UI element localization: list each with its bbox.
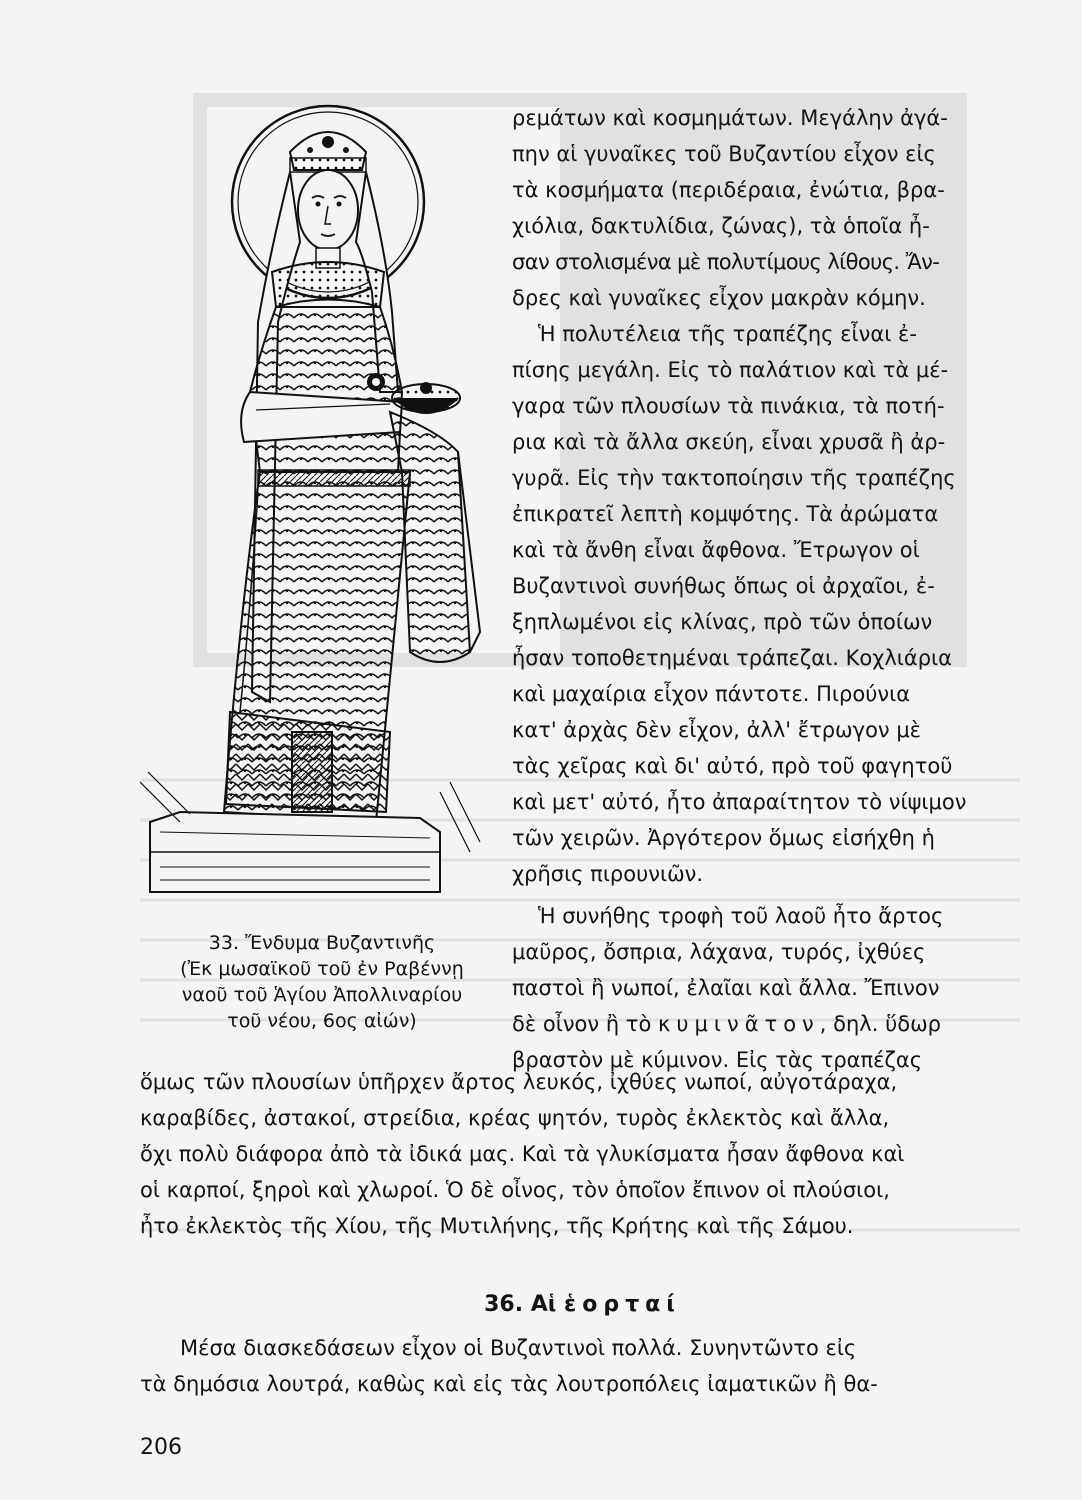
text-line: πίσης μεγάλη. Εἰς τὸ παλάτιον καὶ τὰ μέ-: [512, 358, 949, 382]
text-line: ὅμως τῶν πλουσίων ὑπῆρχεν ἄρτος λευκός, ἰχθύες νωποί, αὐγοτάραχα,: [140, 1070, 898, 1094]
byzantine-empress-illustration: [140, 92, 505, 912]
text-line: Ἡ συνήθης τροφὴ τοῦ λαοῦ ἦτο ἄρτος: [538, 904, 944, 928]
figure-caption: [132, 930, 512, 1034]
text-line: ρεμάτων καὶ κοσμημάτων. Μεγάλην ἀγά-: [512, 106, 948, 130]
text-line: παστοὶ ἢ νωποί, ἐλαῖαι καὶ ἄλλα. Ἔπινον: [512, 976, 940, 1000]
text-line: ὄχι πολὺ διάφορα ἀπὸ τὰ ἰδικά μας. Καὶ τὰ γλυκίσματα ἦσαν ἄφθονα καὶ: [140, 1142, 905, 1166]
text-line: οἱ καρποί, ξηροὶ καὶ χλωροί. Ὁ δὲ οἶνος, τὸν ὁποῖον ἔπινον οἱ πλούσιοι,: [140, 1178, 890, 1202]
text-line: χιόλια, δακτυλίδια, ζώνας), τὰ ὁποῖα ἦ-: [512, 214, 930, 238]
text-line: ρια καὶ τὰ ἄλλα σκεύη, εἶναι χρυσᾶ ἢ ἀρ-: [512, 430, 946, 454]
right-column-text: [512, 100, 1024, 1078]
text-line: δρες καὶ γυναῖκες εἶχον μακρὰν κόμην.: [512, 286, 926, 310]
text-fragment: , δηλ. ὕδωρ: [819, 1012, 941, 1036]
text-line: καὶ μαχαίρια εἶχον πάντοτε. Πιρούνια: [512, 682, 911, 706]
text-line: κατ' ἀρχὰς δὲν εἶχον, ἀλλ' ἔτρωγον μὲ: [512, 718, 922, 742]
caption-line: ναοῦ τοῦ Ἁγίου Ἀπολλιναρίου: [181, 984, 463, 1006]
full-width-text: [140, 1064, 1025, 1244]
text-line: καραβίδες, ἀστακοί, στρείδια, κρέας ψητόν, τυρὸς ἐκλεκτὸς καὶ ἄλλα,: [140, 1106, 890, 1130]
section-heading: [140, 1290, 1025, 1320]
text-line: ἦτο ἐκλεκτὸς τῆς Χίου, τῆς Μυτιλήνης, τῆς Κρήτης καὶ τῆς Σάμου.: [140, 1214, 854, 1238]
emphasized-word: κυμινᾶτον: [657, 1012, 820, 1036]
text-line: ἐπικρατεῖ λεπτὴ κομψότης. Τὰ ἀρώματα: [512, 502, 939, 526]
text-line: Μέσα διασκεδάσεων εἶχον οἱ Βυζαντινοὶ πολλά. Συνηντῶντο εἰς: [180, 1336, 857, 1360]
text-line: τὰς χεῖρας καὶ δι' αὐτό, πρὸ τοῦ φαγητοῦ: [512, 754, 953, 778]
section-body-text: [140, 1330, 1025, 1402]
text-fragment: δὲ οἶνον ἢ τὸ: [512, 1012, 652, 1036]
text-line: Βυζαντινοὶ συνήθως ὅπως οἱ ἀρχαῖοι, ἐ-: [512, 574, 935, 598]
caption-line: (Ἐκ μωσαϊκοῦ τοῦ ἐν Ραβέννῃ: [180, 958, 464, 980]
text-line: καὶ τὰ ἄνθη εἶναι ἄφθονα. Ἔτρωγον οἱ: [512, 538, 920, 562]
text-line: χρῆσις πιρουνιῶν.: [512, 862, 704, 886]
text-line: τῶν χειρῶν. Ἀργότερον ὅμως εἰσήχθη ἡ: [512, 826, 935, 850]
text-line: βραστὸν μὲ κύμινον. Εἰς τὰς τραπέζας: [512, 1048, 923, 1072]
caption-line: τοῦ νέου, 6ος αἰών): [227, 1010, 417, 1032]
text-line: καὶ μετ' αὐτό, ἦτο ἀπαραίτητον τὸ νίψιμον: [512, 790, 967, 814]
text-line: σαν στολισμένα μὲ πολυτίμους λίθους. Ἄν-: [512, 250, 940, 274]
text-line: τὰ δημόσια λουτρά, καθὼς καὶ εἰς τὰς λουτροπόλεις ἰαματικῶν ἢ θα-: [140, 1372, 878, 1396]
caption-line: 33. Ἔνδυμα Βυζαντινῆς: [208, 932, 436, 954]
text-line: πην αἱ γυναῖκες τοῦ Βυζαντίου εἶχον εἰς: [512, 142, 936, 166]
text-line: Ἡ πολυτέλεια τῆς τραπέζης εἶναι ἐ-: [538, 322, 917, 346]
section-title: ἑορταί: [564, 1292, 681, 1317]
section-number: 36. Αἱ: [484, 1292, 557, 1317]
page-number: 206: [140, 1435, 182, 1460]
text-line: τὰ κοσμήματα (περιδέραια, ἐνώτια, βρα-: [512, 178, 945, 202]
text-line: γαρα τῶν πλουσίων τὰ πινάκια, τὰ ποτή-: [512, 394, 945, 418]
text-line: [512, 1006, 1024, 1042]
text-line: ξηπλωμένοι εἰς κλίνας, πρὸ τῶν ὁποίων: [512, 610, 933, 634]
text-line: ἦσαν τοποθετημέναι τράπεζαι. Κοχλιάρια: [512, 646, 953, 670]
text-line: γυρᾶ. Εἰς τὴν τακτοποίησιν τῆς τραπέζης: [512, 466, 956, 490]
text-line: μαῦρος, ὄσπρια, λάχανα, τυρός, ἰχθύες: [512, 940, 926, 964]
